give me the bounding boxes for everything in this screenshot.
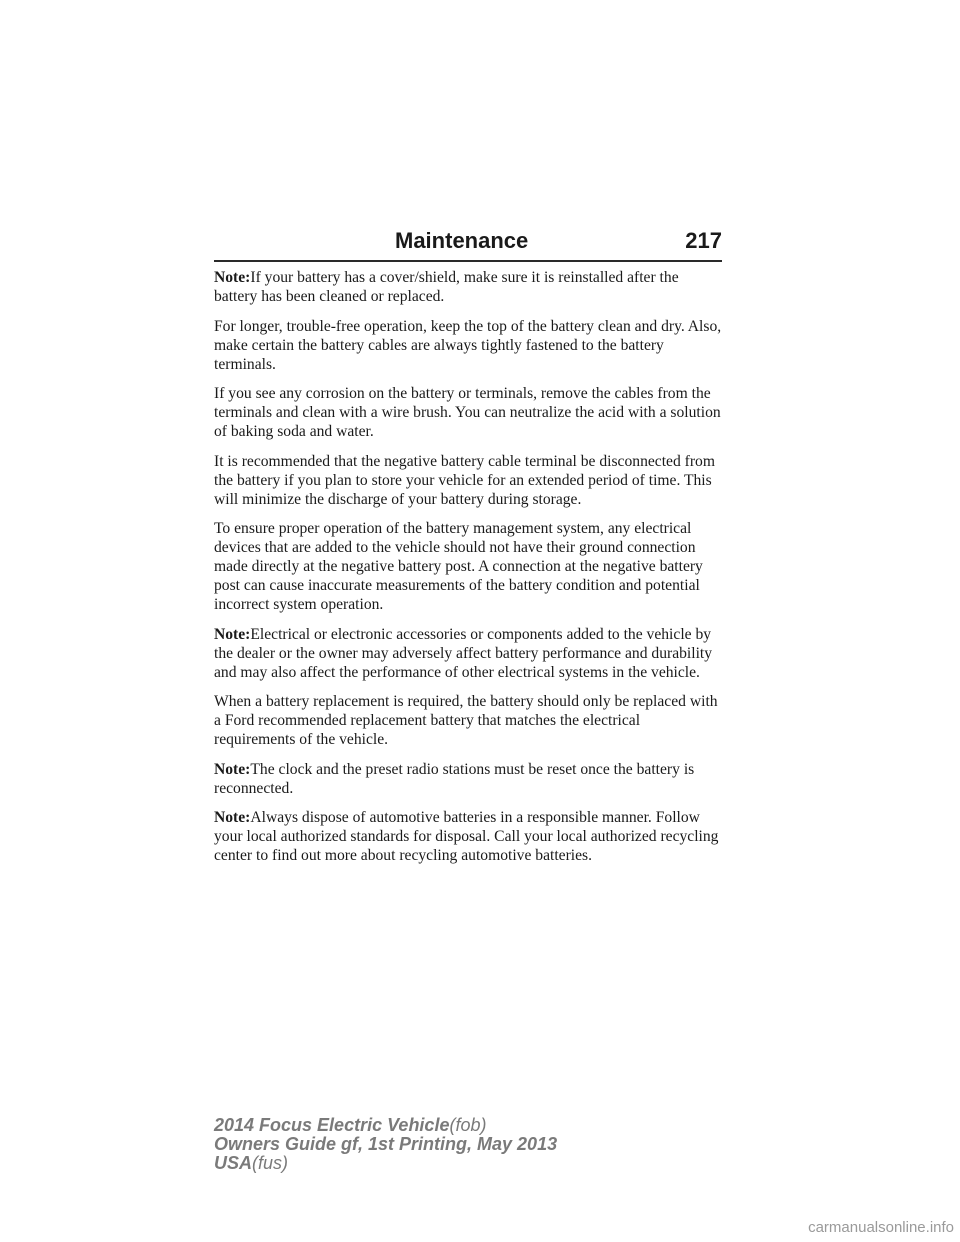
paragraph-replacement bbox=[214, 692, 724, 749]
paragraph-text: For longer, trouble-free operation, keep the top of the battery clean and dry. Also, make certain the battery cables are always tightly fastened to the battery terminals. bbox=[214, 317, 722, 373]
note-label: Note: bbox=[214, 625, 251, 643]
paragraph-text: To ensure proper operation of the battery management system, any electrical devices that are added to the vehicle should not have their ground connection made directly at the negative battery post. A connection at the negative battery post can cause inaccurate measurements of the battery condition and potential incorrect system operation. bbox=[214, 520, 703, 613]
paragraph-text: Always dispose of automotive batteries in a responsible manner. Follow your local authorized standards for disposal. Call your local authorized recycling center to find out more about recycling automotive batteries. bbox=[214, 809, 719, 864]
note-label: Note: bbox=[214, 809, 251, 826]
footer-line-printing: Owners Guide gf, 1st Printing, May 2013 bbox=[214, 1134, 558, 1154]
paragraph-text: It is recommended that the negative battery cable terminal be disconnected from the battery if you plan to store your vehicle for an extended period of time. This will minimize the discharge of your battery during storage. bbox=[214, 452, 715, 508]
note-label: Note: bbox=[214, 760, 251, 778]
paragraph-text: The clock and the preset radio stations must be reset once the battery is reconnected. bbox=[214, 760, 695, 797]
paragraph-note-cover-shield bbox=[214, 268, 724, 306]
watermark: carmanualsonline.info bbox=[808, 1219, 954, 1236]
paragraph-note-disposal bbox=[214, 808, 724, 865]
paragraph-text: If your battery has a cover/shield, make sure it is reinstalled after the battery has been cleaned or replaced. bbox=[214, 269, 679, 305]
note-label: Note: bbox=[214, 269, 251, 286]
paragraph-note-accessories bbox=[214, 625, 724, 682]
paragraph-trouble-free-operation bbox=[214, 317, 724, 374]
page-header bbox=[214, 226, 722, 260]
document-footer bbox=[214, 1116, 557, 1173]
paragraph-text: If you see any corrosion on the battery or terminals, remove the cables from the terminals and clean with a wire brush. You can neutralize the acid with a solution of baking soda and water. bbox=[214, 385, 721, 440]
header-divider bbox=[214, 260, 722, 262]
paragraph-storage bbox=[214, 452, 724, 509]
body-text bbox=[214, 268, 724, 876]
paragraph-text: When a battery replacement is required, the battery should only be replaced with a Ford recommended replacement battery that matches the electrical requirements of the vehicle. bbox=[214, 693, 718, 748]
section-title: Maintenance bbox=[395, 228, 529, 253]
page-number: 217 bbox=[685, 228, 722, 253]
footer-line-vehicle: 2014 Focus Electric Vehicle(fob) bbox=[214, 1115, 487, 1135]
footer-line-market: USA(fus) bbox=[214, 1153, 289, 1173]
paragraph-corrosion bbox=[214, 384, 724, 441]
paragraph-battery-management bbox=[214, 519, 724, 614]
paragraph-note-clock-radio bbox=[214, 760, 724, 798]
paragraph-text: Electrical or electronic accessories or components added to the vehicle by the dealer or the owner may adversely affect battery performance and durability and may also affect the performance of other electrical systems in the vehicle. bbox=[214, 625, 713, 681]
